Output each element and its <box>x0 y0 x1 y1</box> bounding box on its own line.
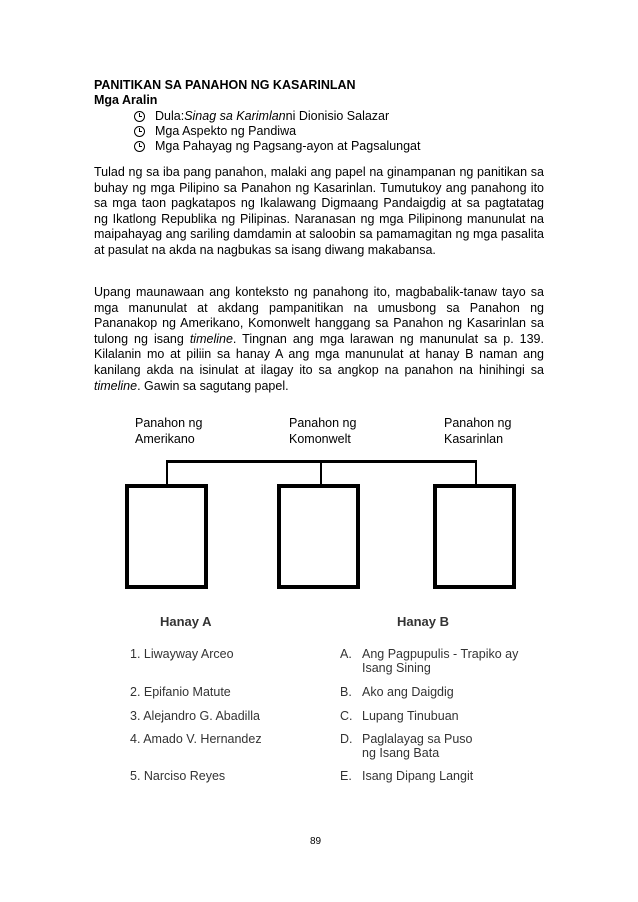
hanay-b-title: Ako ang Daigdig <box>362 685 454 699</box>
hanay-b-title-line: Ang Pagpupulis - Trapiko ay <box>362 647 519 661</box>
hanay-b-item <box>340 709 459 723</box>
timeline-label-line: Panahon ng <box>444 416 512 430</box>
instruction-text: . Gawin sa sagutang papel. <box>137 378 289 393</box>
hanay-b-item <box>340 647 518 675</box>
instruction-italic: timeline <box>94 378 138 393</box>
page-title: PANITIKAN SA PANAHON NG KASARINLAN <box>94 78 356 92</box>
timeline-label-line: Panahon ng <box>135 416 203 430</box>
timeline-label-line: Kasarinlan <box>444 431 504 446</box>
topic-item <box>134 109 420 124</box>
timeline-label-amerikano <box>135 416 202 447</box>
timeline-label-line: Panahon ng <box>289 416 357 430</box>
hanay-a-item: 2. Epifanio Matute <box>130 685 231 699</box>
lesson-subheading: Mga Aralin <box>94 93 158 107</box>
hanay-b-item <box>340 732 473 760</box>
hanay-b-item <box>340 769 473 783</box>
hanay-a-item: 3. Alejandro G. Abadilla <box>130 709 260 723</box>
intro-paragraph: Tulad ng sa iba pang panahon, malaki ang papel na ginampanan ng panitikan sa buhay ng mga Pilipino sa Panahon ng Kasarinlan. Tumutukoy ang panahong ito sa mga taon pagkatapos ng Ikalawang Digmaang Pandaigdig at sa pagtatatag ng Ikatlong Republika ng Pilipinas. Naranasan ng mga Pilipinong manunulat na maipahayag ang sariling damdamin at saloobin sa pamamagitan ng mga pasalita at pasulat na akda na nagbukas sa isang diwang makabansa. <box>94 165 544 257</box>
topic-item <box>134 139 420 154</box>
hanay-b-letter: D. <box>340 732 353 746</box>
instruction-paragraph <box>94 285 544 394</box>
hanay-b-title-line: Paglalayag sa Puso <box>362 732 473 746</box>
clock-icon <box>134 111 145 122</box>
clock-icon <box>134 126 145 137</box>
answer-box-komonwelt <box>277 484 360 589</box>
hanay-b-letter: B. <box>340 685 352 699</box>
answer-box-amerikano <box>125 484 208 589</box>
timeline-label-line: Komonwelt <box>289 431 351 446</box>
hanay-a-item: 5. Narciso Reyes <box>130 769 226 783</box>
hanay-b-title: Isang Dipang Langit <box>362 769 474 783</box>
timeline-label-kasarinlan <box>444 416 511 447</box>
timeline-connector <box>166 460 168 486</box>
hanay-b-letter: C. <box>340 709 353 723</box>
hanay-a-item: 1. Liwayway Arceo <box>130 647 234 661</box>
clock-icon <box>134 141 145 152</box>
topic-author: ni Dionisio Salazar <box>285 109 390 123</box>
topic-item <box>134 124 420 139</box>
hanay-a-item: 4. Amado V. Hernandez <box>130 732 262 746</box>
hanay-b-item <box>340 685 454 699</box>
timeline-label-komonwelt <box>289 416 356 447</box>
page-number: 89 <box>310 836 322 847</box>
hanay-b-title-line: ng Isang Bata <box>362 746 440 760</box>
topic-title-italic: Sinag sa Karimlan <box>184 109 286 123</box>
hanay-b-title-line: Isang Sining <box>362 661 431 675</box>
answer-box-kasarinlan <box>433 484 516 589</box>
instruction-italic: timeline <box>189 331 233 346</box>
topic-text: Dula: <box>155 109 185 123</box>
timeline-connector <box>475 460 477 486</box>
instruction-text: . Tingnan ang mga larawan ng manunulat sa p. 139. Kilalanin mo at piliin sa hanay A ang mga manunulat at hanay B naman ang kanilang akda na isinulat at ilagay ito sa angkop na panahon na hinihingi sa <box>94 331 544 377</box>
hanay-b-heading: Hanay B <box>397 614 450 629</box>
hanay-b-title <box>362 647 518 675</box>
hanay-b-letter: A. <box>340 647 352 661</box>
timeline-label-line: Amerikano <box>135 431 195 446</box>
hanay-b-letter: E. <box>340 769 352 783</box>
topic-text: Mga Aspekto ng Pandiwa <box>155 124 297 138</box>
hanay-a-heading: Hanay A <box>160 614 212 629</box>
hanay-b-title: Lupang Tinubuan <box>362 709 459 723</box>
topic-list <box>134 109 420 154</box>
topic-text: Mga Pahayag ng Pagsang-ayon at Pagsalungat <box>155 139 421 153</box>
timeline-connector <box>320 460 322 486</box>
hanay-b-title <box>362 732 473 760</box>
instruction-text: Upang maunawaan ang konteksto ng panahong ito, magbabalik-tanaw tayo sa mga manunulat at akdang pampanitikan na umusbong sa Panahon ng Pananakop ng Amerikano, Komonwelt hanggang sa Panahon ng Kasarinlan sa tulong ng isang <box>94 285 544 346</box>
